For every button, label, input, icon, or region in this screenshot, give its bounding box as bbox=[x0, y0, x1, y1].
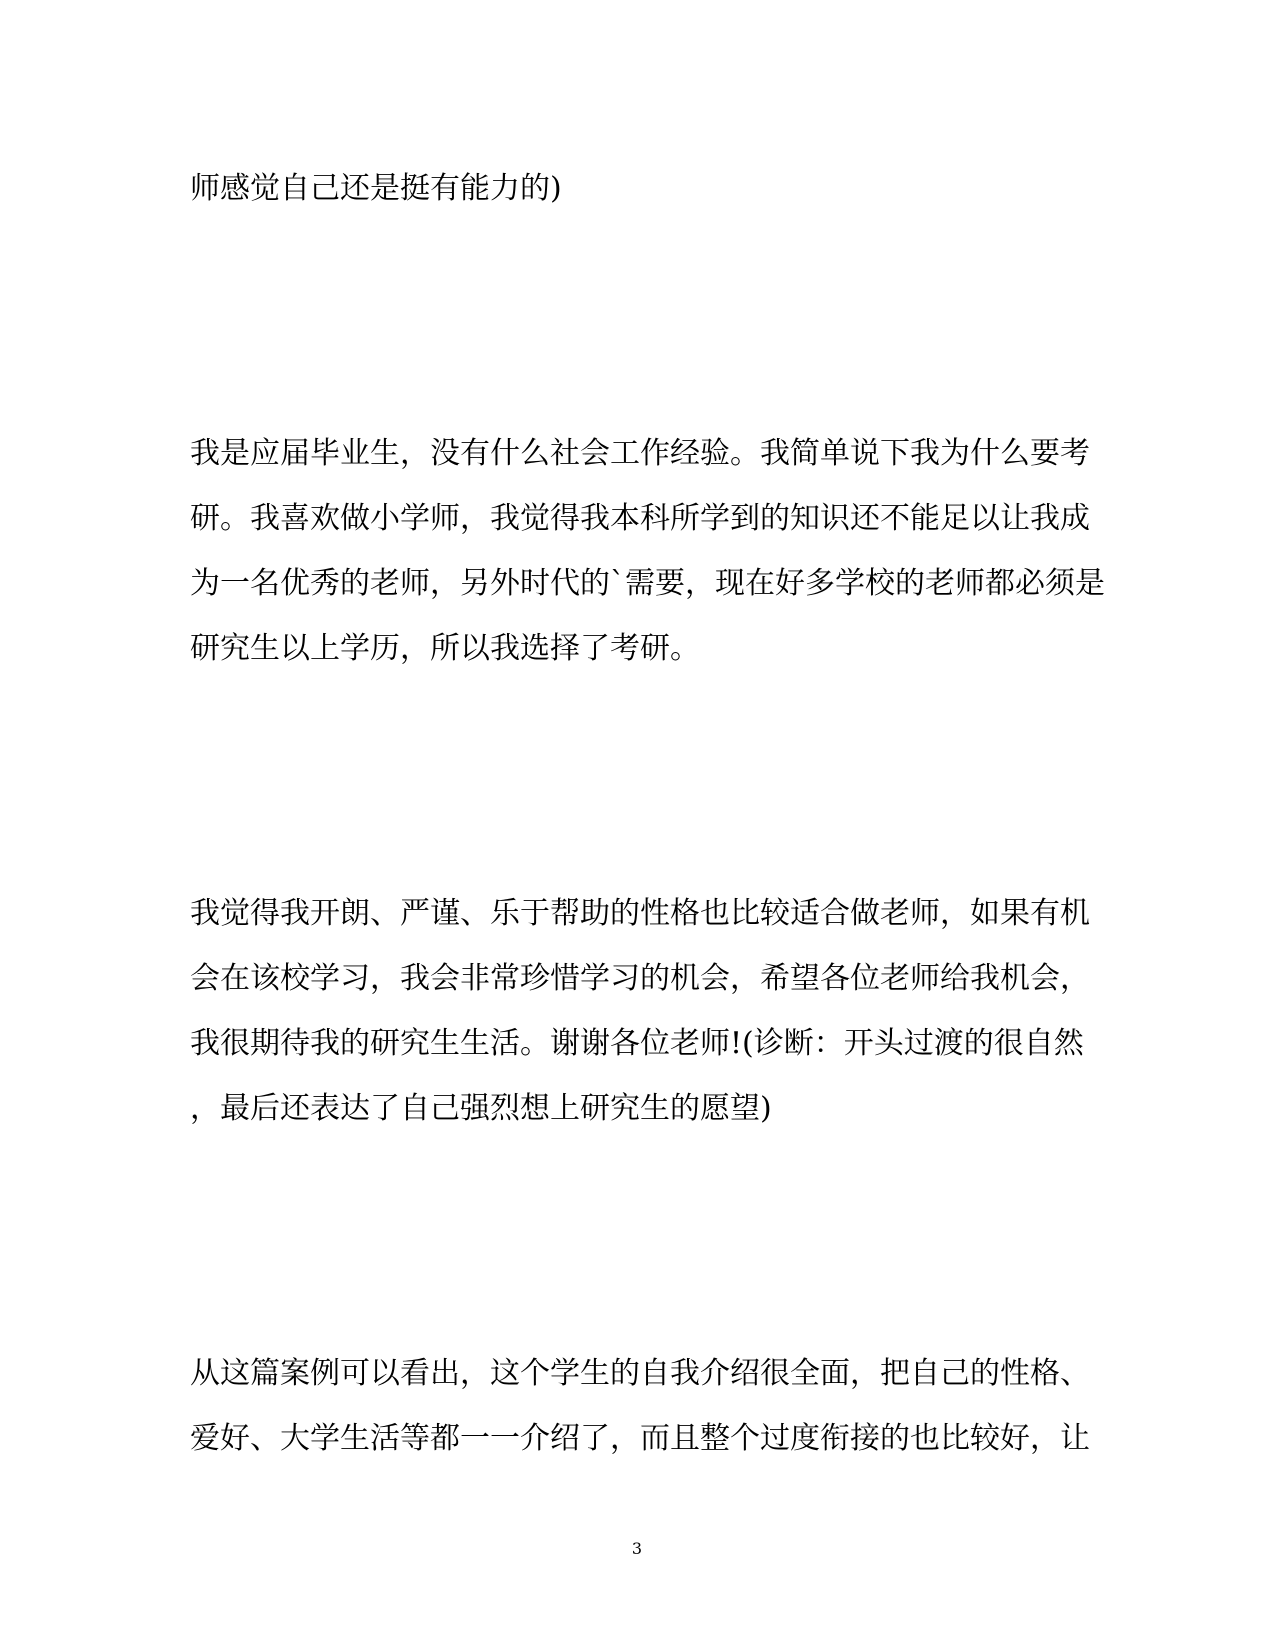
text-line: 我很期待我的研究生生活。谢谢各位老师!(诊断：开头过渡的很自然 bbox=[190, 1026, 1084, 1061]
text-line: ，最后还表达了自己强烈想上研究生的愿望) bbox=[190, 1091, 772, 1126]
text-line: 师感觉自己还是挺有能力的) bbox=[190, 171, 562, 206]
page-number: 3 bbox=[631, 1539, 643, 1558]
text-line: 我是应届毕业生，没有什么社会工作经验。我简单说下我为什么要考 bbox=[190, 436, 1090, 471]
text-line: 从这篇案例可以看出，这个学生的自我介绍很全面，把自己的性格、 bbox=[190, 1356, 1090, 1391]
text-line: 研究生以上学历，所以我选择了考研。 bbox=[190, 631, 700, 666]
text-line: 会在该校学习，我会非常珍惜学习的机会，希望各位老师给我机会， bbox=[190, 961, 1090, 996]
text-line: 爱好、大学生活等都一一介绍了，而且整个过度衔接的也比较好，让 bbox=[190, 1421, 1090, 1456]
text-line: 为一名优秀的老师，另外时代的`需要，现在好多学校的老师都必须是 bbox=[190, 566, 1105, 601]
text-line: 研。我喜欢做小学师，我觉得我本科所学到的知识还不能足以让我成 bbox=[190, 501, 1090, 536]
text-line: 我觉得我开朗、严谨、乐于帮助的性格也比较适合做老师，如果有机 bbox=[190, 896, 1090, 931]
